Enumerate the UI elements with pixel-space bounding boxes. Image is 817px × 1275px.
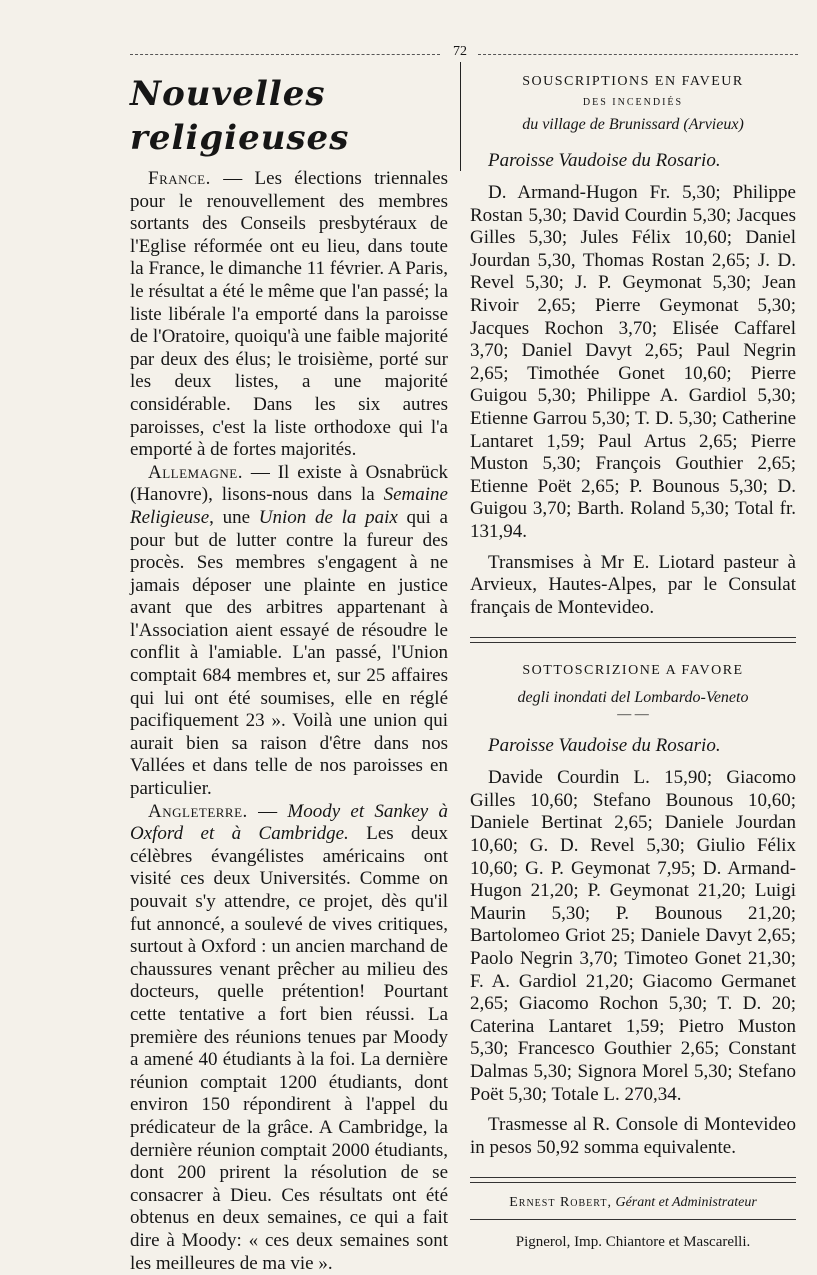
left-column <box>130 72 448 1275</box>
header-rule-left <box>130 54 440 55</box>
footer-rule-top <box>470 1177 796 1178</box>
allemagne-text-2: , une <box>209 506 259 528</box>
article-france <box>130 168 448 462</box>
article-angleterre <box>130 801 448 1275</box>
section-rule-bottom <box>470 642 796 643</box>
gerant-line <box>470 1193 796 1213</box>
france-text: — Les élections triennales pour le renouvellement des membres sortants des Conseils presbytéraux de l'Eglise réformée ont eu lieu, dans toute la France, le dimanche 11 février. A Paris, le résultat a été le même que l'an passé; la liste libérale l'a emporté dans la paroisse de l'Oratoire, quoiqu'à une faible majorité par deux des élus; le troisième, porté sur les deux listes, a une majorité considérable. Dans les six autres paroisses, c'est la liste orthodoxe qui l'a emporté à de fortes majorités. <box>130 168 448 461</box>
footer-rule <box>470 1219 796 1220</box>
printer-line: Pignerol, Imp. Chiantore et Mascarelli. <box>515 1234 751 1251</box>
france-label: France. <box>148 168 211 189</box>
allemagne-text-1: — Il existe à Osnabrück (Hanovre), lisons-nous dans la <box>130 461 448 506</box>
subscriptions-transmit: Transmises à Mr E. Liotard pasteur à Arvieux, Hautes-Alpes, par le Consulat français de Montevideo. <box>470 551 796 618</box>
subscriptions-parish: Paroisse Vaudoise du Rosario. <box>488 150 721 171</box>
subscriptions-des: DES INCENDIÉS <box>582 97 684 108</box>
allemagne-text-3: qui a pour but de lutter contre la fureur des procès. Ses membres s'engagent à ne jamais déposer une plainte en justice avant que des arbitres appartenant à l'Association aient essayé de résoudre le conflit à l'amiable. L'an passé, l'Union comptait 684 membres et, sur 25 affaires qui lui ont été soumises, elle en réglé pacifiquement 23 ». Voilà une union qui aurait bien sa raison d'être dans nos Vallées et dans telle de nos paroisses en particulier. <box>130 506 448 800</box>
section-rule-top <box>470 637 796 638</box>
allemagne-italic-2: Union de la paix <box>258 506 398 528</box>
sottoscrizione-transmit: Trasmesse al R. Console di Montevideo in pesos 50,92 somma equivalente. <box>470 1114 796 1158</box>
angleterre-label: Angleterre. <box>148 800 248 822</box>
gerant-name: Ernest Robert, <box>509 1195 612 1211</box>
allemagne-label: Allemagne. <box>148 461 243 483</box>
article-allemagne <box>130 462 448 801</box>
subscriptions-title: SOUSCRIPTIONS EN FAVEUR <box>522 74 744 89</box>
right-column <box>470 72 796 1251</box>
angleterre-text-1: — <box>247 800 288 822</box>
sottoscrizione-subtitle: degli inondati del Lombardo-Veneto <box>517 689 749 707</box>
sottoscrizione-parish: Paroisse Vaudoise du Rosario. <box>488 735 721 757</box>
angleterre-text-2: Les deux célèbres évangélistes américains ont visité ces deux Universités. Comme on pouvait s'y attendre, ce projet, dès qu'il fut annoncé, a soulevé de vives critiques, surtout à Oxford : un ancien marchand de chaussures venant prêcher au milieu des docteurs, quelle prétention! Pourtant cette tentative a fort bien réussi. La première des réunions tenues par Moody a amené 40 étudiants à la foi. La dernière réunion comptait 1200 étudiants, dont environ 150 répondirent à l'appel du prédicateur de la grâce. A Cambridge, la dernière réunion comptait 2000 étudiants, dont 200 prirent la résolution de se consacrer à Dieu. Ces résultats ont été obtenus en deux semaines, ce qui a fait dire à Moody: « ces deux semaines sont les meilleures de ma vie ». <box>130 823 448 1274</box>
allemagne-italic-1: Semaine Religieuse <box>130 484 448 528</box>
subscriptions-list: D. Armand-Hugon Fr. 5,30; Philippe Rostan 5,30; David Courdin 5,30; Jacques Gilles 5,30; Jules Félix 10,60; Daniel Jourdan 5,30, Thomas Rostan 2,65; J. D. Revel 5,30; J. P. Geymonat 5,30; Jean Rivoir 2,65; Pierre Geymonat 5,30; Jacques Rochon 3,70; Elisée Caffarel 3,70; Daniel Davyt 2,65; Paul Negrin 2,65; Timothée Gonet 10,60; Pierre Guigou 5,30; Philippe A. Gardiol 5,30; Etienne Garrou 5,30; T. D. 5,30; Catherine Lantaret 1,59; Paul Artus 2,65; Pierre Muston 5,30; François Gouthier 2,65; Etienne Poët 2,65; P. Bounous 5,30; D. Guigou 3,70; Barth. Roland 5,30; Total fr. 131,94. <box>470 182 796 542</box>
sottoscrizione-dash: — — <box>617 707 649 723</box>
section-title: Nouvelles religieuses <box>130 74 350 158</box>
page-number: 72 <box>453 44 467 59</box>
sottoscrizione-list: Davide Courdin L. 15,90; Giacomo Gilles 10,60; Stefano Bounous 10,60; Daniele Bertinat 2,65; Daniele Jourdan 10,60; G. D. Revel 5,30; Giulio Félix 10,60; G. P. Geymonat 7,95; D. Armand-Hugon 21,20; P. Geymonat 21,20; Luigi Maurin 5,30; P. Bounous 21,20; Bartolomeo Griot 25; Daniele Davyt 2,65; Paolo Negrin 3,70; Timoteo Gonet 21,30; F. A. Gardiol 21,20; Giacomo Germanet 2,65; Giacomo Rochon 5,30; T. D. 20; Caterina Lantaret 1,59; Pietro Muston 5,30; Francesco Gouthier 2,65; Constant Dalmas 5,30; Signora Morel 5,30; Stefano Poët 5,30; Totale L. 270,34. <box>470 767 796 1105</box>
footer-rule-second <box>470 1182 796 1183</box>
angleterre-italic: Moody et Sankey à Oxford et à Cambridge. <box>130 800 448 845</box>
sottoscrizione-title: SOTTOSCRIZIONE A FAVORE <box>522 663 744 679</box>
column-divider <box>460 62 461 171</box>
header-rule-right <box>478 54 798 55</box>
subscriptions-village: du village de Brunissard (Arvieux) <box>522 116 744 133</box>
gerant-role: Gérant et Administrateur <box>611 1195 757 1211</box>
